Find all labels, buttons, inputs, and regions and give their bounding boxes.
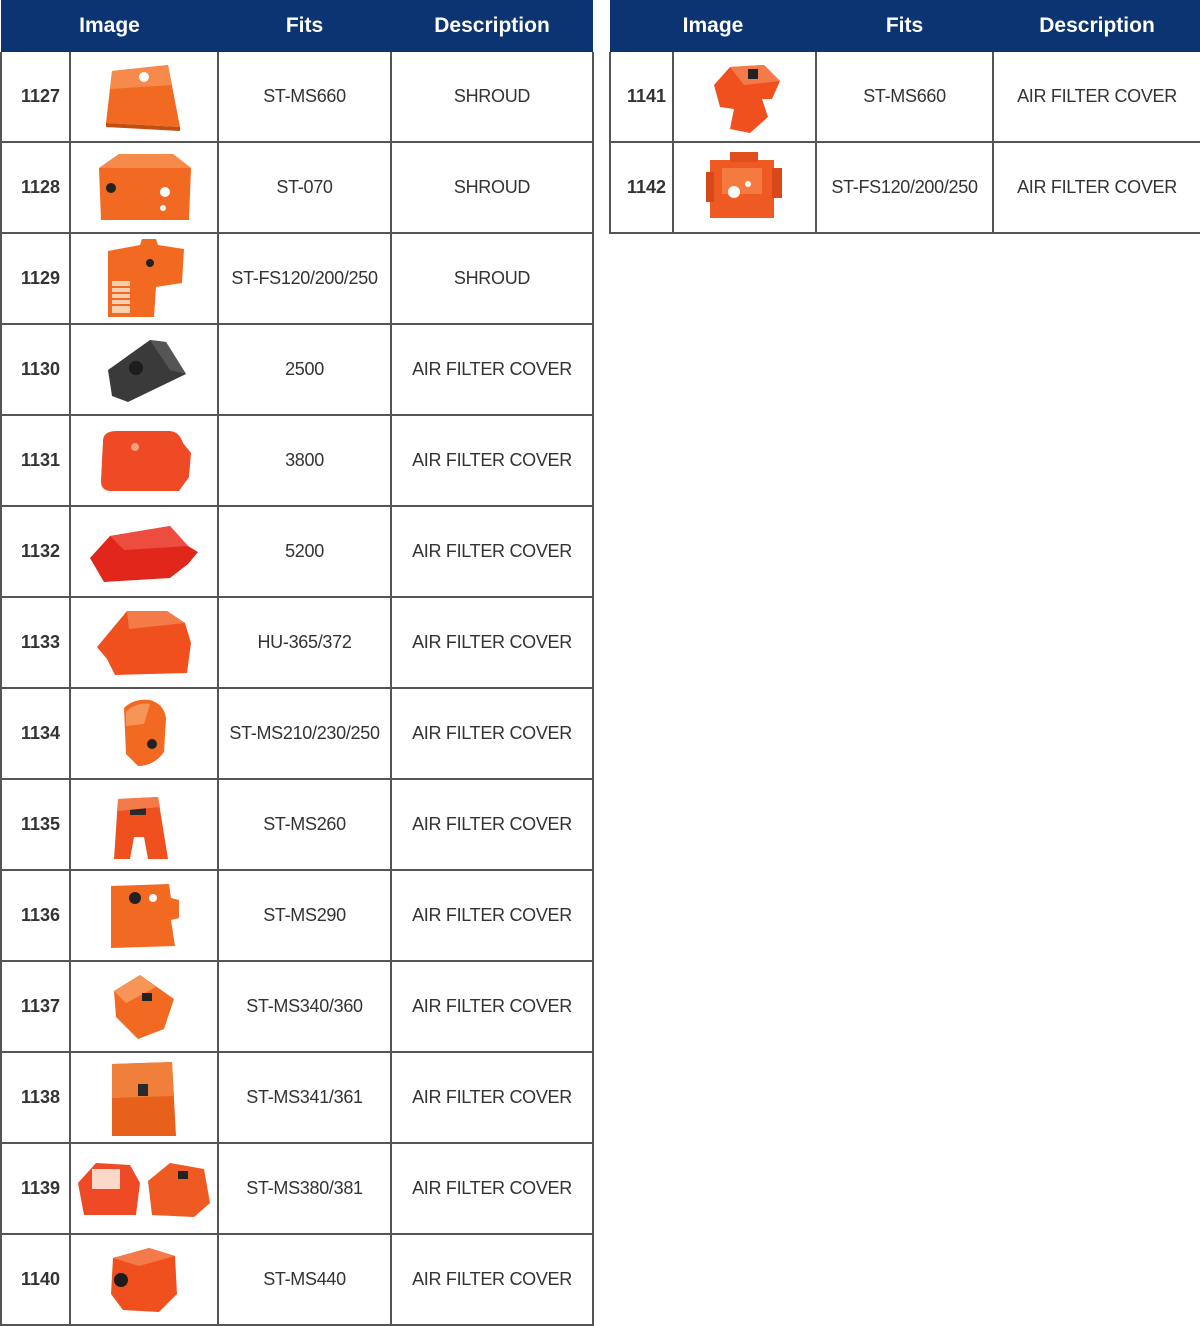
- part-fits: 3800: [218, 415, 391, 506]
- part-description: AIR FILTER COVER: [391, 597, 593, 688]
- part-image: [70, 506, 218, 597]
- part-description: AIR FILTER COVER: [993, 142, 1200, 233]
- part-code: 1139: [1, 1143, 70, 1234]
- part-description: AIR FILTER COVER: [993, 52, 1200, 142]
- air-filter-cover-photo: [89, 603, 199, 683]
- air-filter-cover-photo: [700, 148, 790, 228]
- part-image: [70, 324, 218, 415]
- part-image: [70, 233, 218, 324]
- part-code: 1129: [1, 233, 70, 324]
- air-filter-cover-photo: [74, 1153, 214, 1225]
- part-description: AIR FILTER COVER: [391, 961, 593, 1052]
- part-code: 1128: [1, 142, 70, 233]
- part-fits: ST-MS341/361: [218, 1052, 391, 1143]
- table-row: [1, 961, 593, 1052]
- air-filter-cover-photo: [99, 1240, 189, 1320]
- header-description: Description: [391, 0, 593, 52]
- part-image: [70, 597, 218, 688]
- air-filter-cover-photo: [99, 876, 189, 956]
- part-image: [70, 779, 218, 870]
- part-image: [70, 415, 218, 506]
- part-description: AIR FILTER COVER: [391, 1234, 593, 1325]
- air-filter-cover-photo: [104, 785, 184, 865]
- part-description: AIR FILTER COVER: [391, 506, 593, 597]
- part-image: [70, 1234, 218, 1325]
- air-filter-cover-photo: [104, 1056, 184, 1140]
- air-filter-cover-photo: [104, 967, 184, 1047]
- table-row: [1, 142, 593, 233]
- shroud-photo: [94, 237, 194, 321]
- part-fits: ST-070: [218, 142, 391, 233]
- part-fits: 5200: [218, 506, 391, 597]
- part-description: SHROUD: [391, 142, 593, 233]
- part-fits: ST-MS210/230/250: [218, 688, 391, 779]
- part-description: AIR FILTER COVER: [391, 688, 593, 779]
- part-fits: ST-MS260: [218, 779, 391, 870]
- part-image: [673, 52, 816, 142]
- part-description: AIR FILTER COVER: [391, 1143, 593, 1234]
- part-description: AIR FILTER COVER: [391, 1052, 593, 1143]
- part-description: AIR FILTER COVER: [391, 415, 593, 506]
- header-image: Image: [610, 0, 816, 52]
- part-fits: ST-FS120/200/250: [816, 142, 993, 233]
- part-code: 1142: [610, 142, 673, 233]
- table-row: [1, 233, 593, 324]
- air-filter-cover-photo: [89, 421, 199, 501]
- part-image: [673, 142, 816, 233]
- part-image: [70, 142, 218, 233]
- table-header-row: [610, 0, 1200, 52]
- part-code: 1133: [1, 597, 70, 688]
- part-code: 1135: [1, 779, 70, 870]
- part-fits: ST-MS380/381: [218, 1143, 391, 1234]
- table-row: [1, 415, 593, 506]
- part-code: 1132: [1, 506, 70, 597]
- part-description: AIR FILTER COVER: [391, 324, 593, 415]
- table-row: [1, 1143, 593, 1234]
- part-fits: ST-MS290: [218, 870, 391, 961]
- table-row: [1, 779, 593, 870]
- part-fits: ST-FS120/200/250: [218, 233, 391, 324]
- table-row: [1, 1234, 593, 1325]
- part-description: SHROUD: [391, 233, 593, 324]
- part-code: 1131: [1, 415, 70, 506]
- part-image: [70, 961, 218, 1052]
- table-row: [1, 688, 593, 779]
- table-row: [1, 52, 593, 142]
- header-image: Image: [1, 0, 218, 52]
- air-filter-cover-photo: [700, 55, 790, 139]
- table-row: [1, 1052, 593, 1143]
- air-filter-cover-photo: [84, 512, 204, 592]
- part-fits: ST-MS340/360: [218, 961, 391, 1052]
- table-row: [1, 870, 593, 961]
- part-code: 1130: [1, 324, 70, 415]
- part-description: AIR FILTER COVER: [391, 779, 593, 870]
- part-image: [70, 688, 218, 779]
- parts-table-right: [609, 0, 1200, 234]
- table-header-row: [1, 0, 593, 52]
- part-fits: ST-MS660: [816, 52, 993, 142]
- table-row: [1, 506, 593, 597]
- part-code: 1141: [610, 52, 673, 142]
- part-image: [70, 1052, 218, 1143]
- shroud-photo: [89, 148, 199, 228]
- air-filter-cover-photo: [104, 694, 184, 774]
- part-code: 1134: [1, 688, 70, 779]
- table-row: [610, 52, 1200, 142]
- part-fits: 2500: [218, 324, 391, 415]
- part-image: [70, 1143, 218, 1234]
- shroud-photo: [94, 57, 194, 137]
- part-image: [70, 870, 218, 961]
- table-row: [610, 142, 1200, 233]
- part-fits: ST-MS440: [218, 1234, 391, 1325]
- part-code: 1127: [1, 52, 70, 142]
- part-code: 1137: [1, 961, 70, 1052]
- part-description: AIR FILTER COVER: [391, 870, 593, 961]
- header-fits: Fits: [816, 0, 993, 52]
- header-fits: Fits: [218, 0, 391, 52]
- part-image: [70, 52, 218, 142]
- part-code: 1138: [1, 1052, 70, 1143]
- air-filter-cover-photo: [94, 330, 194, 410]
- table-row: [1, 324, 593, 415]
- part-code: 1136: [1, 870, 70, 961]
- table-row: [1, 597, 593, 688]
- part-description: SHROUD: [391, 52, 593, 142]
- part-fits: HU-365/372: [218, 597, 391, 688]
- parts-table-left: [0, 0, 594, 1326]
- header-description: Description: [993, 0, 1200, 52]
- part-code: 1140: [1, 1234, 70, 1325]
- part-fits: ST-MS660: [218, 52, 391, 142]
